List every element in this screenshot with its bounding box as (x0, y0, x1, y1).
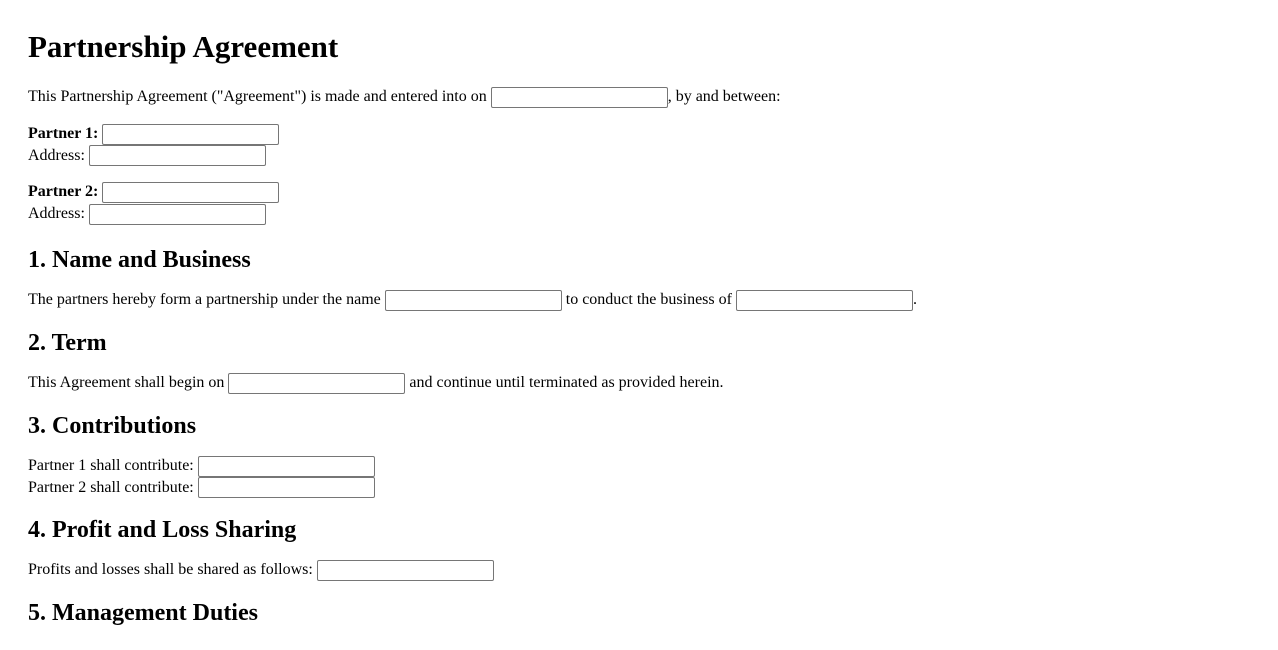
partner-1-address-input[interactable] (89, 145, 266, 166)
section-heading-contributions: 3. Contributions (28, 412, 197, 439)
section-heading-profit-loss: 4. Profit and Loss Sharing (28, 517, 297, 544)
agreement-date-input[interactable] (491, 87, 668, 108)
partner-2-address-label: Address: (28, 205, 85, 223)
partner-1-contribution-label: Partner 1 shall contribute: (28, 456, 194, 474)
partner-2-address-input[interactable] (89, 204, 266, 225)
profit-loss-sharing-input[interactable] (317, 560, 494, 581)
intro-paragraph (28, 86, 1268, 108)
partner-1-name-input[interactable] (102, 124, 279, 145)
partner-1-contribution-input[interactable] (198, 456, 375, 477)
partner-2-name-row (28, 181, 1268, 203)
partner-1-address-row (28, 145, 1268, 167)
partner-2-address-row (28, 203, 1268, 225)
intro-text-before: This Partnership Agreement ("Agreement") is made and entered into on (28, 88, 487, 105)
contributions-block (28, 455, 1268, 499)
partner-2-contribution-input[interactable] (198, 477, 375, 498)
partner-2-name-input[interactable] (102, 182, 279, 203)
name-business-text-after: . (912, 291, 917, 309)
name-business-text-middle: to conduct the business of (565, 291, 732, 309)
partner-2-contribution-label: Partner 2 shall contribute: (28, 478, 194, 496)
partner-1-block (28, 123, 1268, 167)
profit-loss-label: Profits and losses shall be shared as follows: (28, 561, 313, 579)
term-text-before: This Agreement shall begin on (28, 373, 225, 391)
section-heading-management: 5. Management Duties (28, 600, 258, 627)
partner-2-label: Partner 2: (28, 183, 99, 201)
section-heading-name-business: 1. Name and Business (28, 247, 251, 274)
term-paragraph (28, 372, 1268, 394)
term-start-date-input[interactable] (228, 373, 405, 394)
partner-2-contribution-row (28, 477, 1268, 499)
partner-1-name-row (28, 123, 1268, 145)
term-text-after: and continue until terminated as provided herein. (409, 373, 724, 391)
name-business-paragraph (28, 289, 1268, 311)
business-type-input[interactable] (736, 290, 913, 311)
partner-2-block (28, 181, 1268, 225)
page-title: Partnership Agreement (28, 29, 339, 64)
profit-loss-paragraph (28, 559, 1268, 581)
intro-text-after: , by and between: (667, 88, 781, 105)
section-heading-term: 2. Term (28, 329, 107, 356)
partner-1-label: Partner 1: (28, 124, 99, 142)
partner-1-address-label: Address: (28, 146, 85, 164)
partnership-name-input[interactable] (385, 290, 562, 311)
name-business-text-before: The partners hereby form a partnership under the name (28, 291, 381, 309)
partner-1-contribution-row (28, 455, 1268, 477)
